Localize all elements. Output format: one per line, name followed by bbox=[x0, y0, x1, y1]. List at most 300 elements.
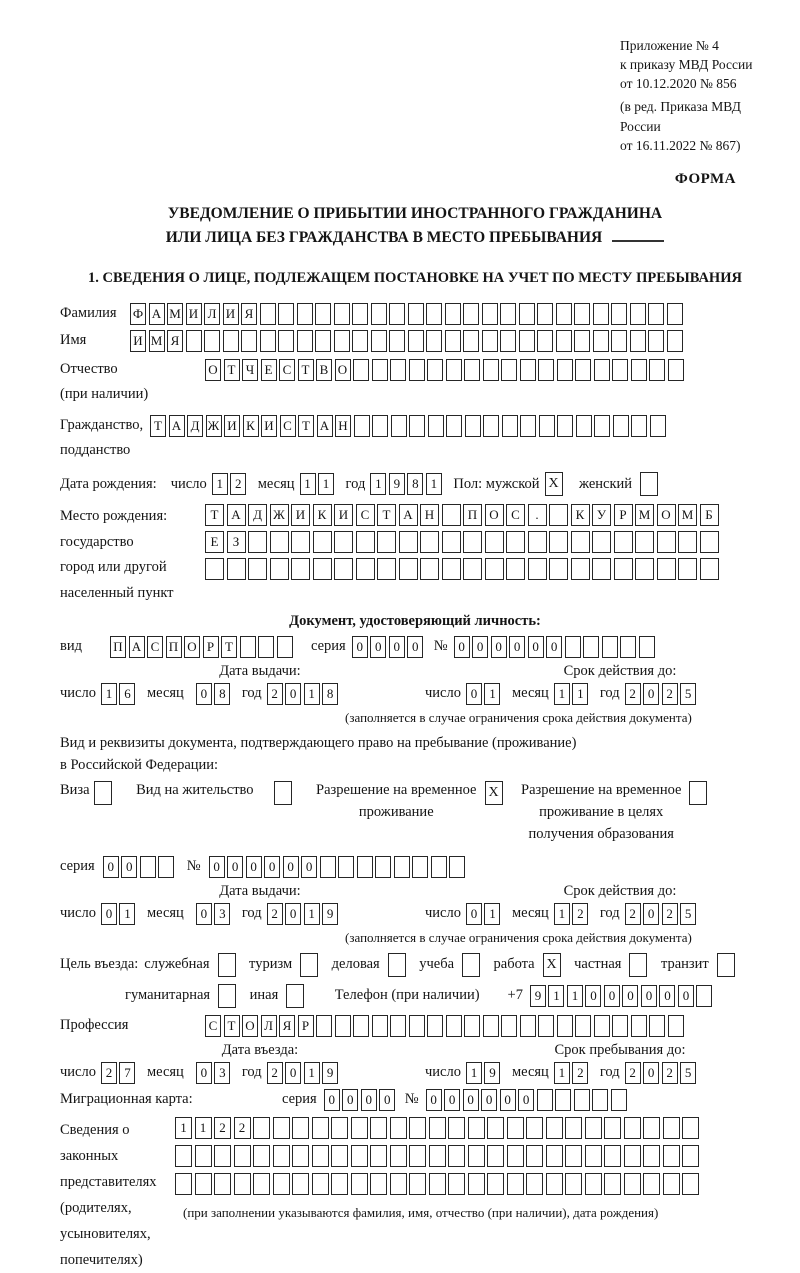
char-cell[interactable] bbox=[370, 1173, 387, 1195]
char-cell[interactable] bbox=[571, 531, 590, 553]
char-cell[interactable] bbox=[260, 303, 276, 325]
char-cell[interactable]: А bbox=[227, 504, 246, 526]
char-cell[interactable] bbox=[390, 359, 406, 381]
char-cell[interactable]: 0 bbox=[622, 985, 638, 1007]
char-cell[interactable]: 1 bbox=[101, 683, 117, 705]
char-cell[interactable] bbox=[312, 1145, 329, 1167]
char-cell[interactable] bbox=[667, 330, 683, 352]
char-cell[interactable]: 0 bbox=[301, 856, 317, 878]
char-cell[interactable]: 0 bbox=[444, 1089, 460, 1111]
char-cell[interactable] bbox=[571, 558, 590, 580]
char-cell[interactable] bbox=[643, 1145, 660, 1167]
char-cell[interactable] bbox=[519, 330, 535, 352]
char-cell[interactable]: 1 bbox=[304, 683, 320, 705]
char-cell[interactable]: Д bbox=[248, 504, 267, 526]
char-cell[interactable] bbox=[537, 1089, 553, 1111]
char-cell[interactable] bbox=[409, 1117, 426, 1139]
char-cell[interactable]: 2 bbox=[267, 1062, 283, 1084]
char-cell[interactable]: 1 bbox=[304, 903, 320, 925]
char-cell[interactable] bbox=[335, 1015, 351, 1037]
char-cell[interactable] bbox=[556, 330, 572, 352]
char-cell[interactable]: 1 bbox=[554, 903, 570, 925]
char-cell[interactable]: 0 bbox=[227, 856, 243, 878]
char-cell[interactable]: 0 bbox=[361, 1089, 377, 1111]
char-cell[interactable] bbox=[195, 1145, 212, 1167]
char-cell[interactable] bbox=[575, 359, 591, 381]
char-cell[interactable] bbox=[449, 856, 465, 878]
char-cell[interactable] bbox=[331, 1145, 348, 1167]
char-cell[interactable]: 0 bbox=[196, 1062, 212, 1084]
char-cell[interactable] bbox=[442, 558, 461, 580]
char-cell[interactable]: 0 bbox=[121, 856, 137, 878]
char-cell[interactable] bbox=[371, 303, 387, 325]
char-cell[interactable]: 0 bbox=[500, 1089, 516, 1111]
char-cell[interactable]: 0 bbox=[352, 636, 368, 658]
char-cell[interactable] bbox=[241, 330, 257, 352]
char-cell[interactable]: В bbox=[316, 359, 332, 381]
char-cell[interactable]: 0 bbox=[518, 1089, 534, 1111]
char-cell[interactable] bbox=[227, 558, 246, 580]
char-cell[interactable] bbox=[394, 856, 410, 878]
char-cell[interactable]: 0 bbox=[103, 856, 119, 878]
char-cell[interactable] bbox=[371, 330, 387, 352]
char-cell[interactable] bbox=[663, 1173, 680, 1195]
char-cell[interactable] bbox=[592, 558, 611, 580]
char-cell[interactable] bbox=[592, 1089, 608, 1111]
char-cell[interactable] bbox=[409, 359, 425, 381]
char-cell[interactable] bbox=[485, 531, 504, 553]
char-cell[interactable] bbox=[445, 303, 461, 325]
char-cell[interactable]: 2 bbox=[662, 683, 678, 705]
char-cell[interactable]: 9 bbox=[322, 1062, 338, 1084]
char-cell[interactable] bbox=[427, 1015, 443, 1037]
char-cell[interactable] bbox=[635, 531, 654, 553]
char-cell[interactable]: А bbox=[399, 504, 418, 526]
char-cell[interactable] bbox=[391, 415, 407, 437]
char-cell[interactable]: 0 bbox=[466, 683, 482, 705]
char-cell[interactable] bbox=[409, 415, 425, 437]
char-cell[interactable]: Я bbox=[279, 1015, 295, 1037]
char-cell[interactable]: 2 bbox=[101, 1062, 117, 1084]
char-cell[interactable] bbox=[585, 1117, 602, 1139]
char-cell[interactable]: 0 bbox=[472, 636, 488, 658]
char-cell[interactable]: И bbox=[261, 415, 277, 437]
char-cell[interactable]: О bbox=[205, 359, 221, 381]
char-cell[interactable] bbox=[442, 504, 461, 526]
char-cell[interactable]: 0 bbox=[528, 636, 544, 658]
char-cell[interactable] bbox=[331, 1117, 348, 1139]
char-cell[interactable]: 1 bbox=[426, 473, 442, 495]
char-cell[interactable] bbox=[631, 415, 647, 437]
char-cell[interactable]: И bbox=[291, 504, 310, 526]
char-cell[interactable]: П bbox=[463, 504, 482, 526]
char-cell[interactable]: 9 bbox=[389, 473, 405, 495]
char-cell[interactable] bbox=[334, 558, 353, 580]
char-cell[interactable] bbox=[300, 953, 318, 977]
char-cell[interactable] bbox=[539, 415, 555, 437]
char-cell[interactable] bbox=[240, 636, 256, 658]
char-cell[interactable]: Р bbox=[614, 504, 633, 526]
char-cell[interactable]: Т bbox=[224, 1015, 240, 1037]
char-cell[interactable] bbox=[506, 531, 525, 553]
char-cell[interactable] bbox=[643, 1117, 660, 1139]
char-cell[interactable] bbox=[277, 636, 293, 658]
char-cell[interactable] bbox=[557, 359, 573, 381]
char-cell[interactable] bbox=[204, 330, 220, 352]
char-cell[interactable]: 2 bbox=[572, 903, 588, 925]
char-cell[interactable] bbox=[528, 558, 547, 580]
char-cell[interactable]: 0 bbox=[641, 985, 657, 1007]
char-cell[interactable] bbox=[442, 531, 461, 553]
char-cell[interactable]: С bbox=[205, 1015, 221, 1037]
char-cell[interactable] bbox=[604, 1173, 621, 1195]
char-cell[interactable] bbox=[557, 415, 573, 437]
char-cell[interactable]: 0 bbox=[481, 1089, 497, 1111]
char-cell[interactable] bbox=[420, 558, 439, 580]
char-cell[interactable] bbox=[390, 1173, 407, 1195]
char-cell[interactable] bbox=[377, 558, 396, 580]
char-cell[interactable] bbox=[258, 636, 274, 658]
char-cell[interactable] bbox=[604, 1145, 621, 1167]
char-cell[interactable] bbox=[668, 1015, 684, 1037]
char-cell[interactable]: 1 bbox=[567, 985, 583, 1007]
char-cell[interactable] bbox=[448, 1117, 465, 1139]
char-cell[interactable] bbox=[482, 303, 498, 325]
char-cell[interactable] bbox=[643, 1173, 660, 1195]
char-cell[interactable] bbox=[700, 531, 719, 553]
char-cell[interactable] bbox=[389, 330, 405, 352]
char-cell[interactable] bbox=[483, 359, 499, 381]
char-cell[interactable] bbox=[485, 558, 504, 580]
char-cell[interactable] bbox=[549, 504, 568, 526]
char-cell[interactable]: 2 bbox=[230, 473, 246, 495]
char-cell[interactable] bbox=[631, 1015, 647, 1037]
char-cell[interactable] bbox=[409, 1173, 426, 1195]
char-cell[interactable]: 0 bbox=[585, 985, 601, 1007]
char-cell[interactable] bbox=[556, 303, 572, 325]
char-cell[interactable]: Л bbox=[204, 303, 220, 325]
char-cell[interactable] bbox=[629, 953, 647, 977]
char-cell[interactable]: 1 bbox=[466, 1062, 482, 1084]
char-cell[interactable] bbox=[583, 636, 599, 658]
char-cell[interactable] bbox=[483, 1015, 499, 1037]
char-cell[interactable]: 1 bbox=[554, 683, 570, 705]
char-cell[interactable]: Ж bbox=[206, 415, 222, 437]
char-cell[interactable] bbox=[356, 558, 375, 580]
char-cell[interactable] bbox=[352, 303, 368, 325]
char-cell[interactable]: С bbox=[356, 504, 375, 526]
char-cell[interactable]: Р bbox=[203, 636, 219, 658]
char-cell[interactable] bbox=[682, 1145, 699, 1167]
char-cell[interactable] bbox=[270, 531, 289, 553]
char-cell[interactable] bbox=[502, 415, 518, 437]
char-cell[interactable]: 0 bbox=[678, 985, 694, 1007]
char-cell[interactable] bbox=[574, 303, 590, 325]
char-cell[interactable] bbox=[260, 330, 276, 352]
char-cell[interactable] bbox=[248, 558, 267, 580]
char-cell[interactable] bbox=[526, 1173, 543, 1195]
char-cell[interactable] bbox=[354, 415, 370, 437]
char-cell[interactable]: 0 bbox=[463, 1089, 479, 1111]
char-cell[interactable] bbox=[519, 303, 535, 325]
char-cell[interactable] bbox=[463, 531, 482, 553]
char-cell[interactable] bbox=[399, 558, 418, 580]
char-cell[interactable]: 0 bbox=[285, 683, 301, 705]
char-cell[interactable] bbox=[428, 415, 444, 437]
char-cell[interactable] bbox=[388, 953, 406, 977]
char-cell[interactable]: 1 bbox=[195, 1117, 212, 1139]
char-cell[interactable]: И bbox=[334, 504, 353, 526]
char-cell[interactable] bbox=[140, 856, 156, 878]
char-cell[interactable] bbox=[657, 531, 676, 553]
char-cell[interactable] bbox=[640, 472, 658, 496]
char-cell[interactable]: 0 bbox=[324, 1089, 340, 1111]
char-cell[interactable]: 0 bbox=[196, 903, 212, 925]
char-cell[interactable]: 0 bbox=[454, 636, 470, 658]
char-cell[interactable]: Т bbox=[221, 636, 237, 658]
char-cell[interactable]: 0 bbox=[604, 985, 620, 1007]
char-cell[interactable]: 9 bbox=[322, 903, 338, 925]
char-cell[interactable]: З bbox=[227, 531, 246, 553]
char-cell[interactable] bbox=[270, 558, 289, 580]
char-cell[interactable] bbox=[657, 558, 676, 580]
char-cell[interactable] bbox=[565, 1145, 582, 1167]
char-cell[interactable] bbox=[292, 1117, 309, 1139]
char-cell[interactable] bbox=[648, 303, 664, 325]
char-cell[interactable]: Д bbox=[187, 415, 203, 437]
char-cell[interactable]: 9 bbox=[484, 1062, 500, 1084]
char-cell[interactable] bbox=[649, 1015, 665, 1037]
char-cell[interactable]: М bbox=[149, 330, 165, 352]
char-cell[interactable] bbox=[273, 1173, 290, 1195]
char-cell[interactable]: Т bbox=[205, 504, 224, 526]
char-cell[interactable]: 0 bbox=[101, 903, 117, 925]
char-cell[interactable] bbox=[648, 330, 664, 352]
char-cell[interactable] bbox=[195, 1173, 212, 1195]
char-cell[interactable] bbox=[611, 1089, 627, 1111]
char-cell[interactable] bbox=[351, 1117, 368, 1139]
char-cell[interactable]: Н bbox=[420, 504, 439, 526]
char-cell[interactable] bbox=[500, 303, 516, 325]
char-cell[interactable]: 1 bbox=[300, 473, 316, 495]
char-cell[interactable] bbox=[338, 856, 354, 878]
char-cell[interactable] bbox=[487, 1173, 504, 1195]
char-cell[interactable] bbox=[483, 415, 499, 437]
char-cell[interactable]: X bbox=[543, 953, 561, 977]
char-cell[interactable] bbox=[370, 1117, 387, 1139]
char-cell[interactable] bbox=[575, 1015, 591, 1037]
char-cell[interactable] bbox=[557, 1015, 573, 1037]
char-cell[interactable] bbox=[313, 558, 332, 580]
char-cell[interactable]: 0 bbox=[264, 856, 280, 878]
char-cell[interactable] bbox=[649, 359, 665, 381]
char-cell[interactable]: А bbox=[169, 415, 185, 437]
char-cell[interactable] bbox=[576, 415, 592, 437]
char-cell[interactable]: Т bbox=[298, 415, 314, 437]
char-cell[interactable] bbox=[526, 1117, 543, 1139]
char-cell[interactable] bbox=[546, 1173, 563, 1195]
char-cell[interactable] bbox=[331, 1173, 348, 1195]
char-cell[interactable] bbox=[431, 856, 447, 878]
char-cell[interactable] bbox=[668, 359, 684, 381]
char-cell[interactable]: С bbox=[506, 504, 525, 526]
char-cell[interactable] bbox=[446, 359, 462, 381]
char-cell[interactable] bbox=[614, 531, 633, 553]
char-cell[interactable]: 1 bbox=[119, 903, 135, 925]
char-cell[interactable] bbox=[448, 1145, 465, 1167]
char-cell[interactable]: Л bbox=[261, 1015, 277, 1037]
char-cell[interactable]: 2 bbox=[625, 683, 641, 705]
char-cell[interactable] bbox=[445, 330, 461, 352]
char-cell[interactable] bbox=[678, 558, 697, 580]
char-cell[interactable]: Р bbox=[298, 1015, 314, 1037]
char-cell[interactable] bbox=[377, 531, 396, 553]
char-cell[interactable] bbox=[353, 1015, 369, 1037]
char-cell[interactable]: С bbox=[279, 359, 295, 381]
char-cell[interactable] bbox=[696, 985, 712, 1007]
char-cell[interactable] bbox=[538, 1015, 554, 1037]
char-cell[interactable]: 0 bbox=[246, 856, 262, 878]
char-cell[interactable]: 2 bbox=[572, 1062, 588, 1084]
char-cell[interactable]: 1 bbox=[484, 683, 500, 705]
char-cell[interactable]: 0 bbox=[466, 903, 482, 925]
char-cell[interactable] bbox=[218, 984, 236, 1008]
char-cell[interactable]: Ж bbox=[270, 504, 289, 526]
char-cell[interactable] bbox=[463, 330, 479, 352]
char-cell[interactable] bbox=[316, 1015, 332, 1037]
char-cell[interactable] bbox=[315, 330, 331, 352]
char-cell[interactable]: X bbox=[545, 472, 563, 496]
char-cell[interactable]: И bbox=[223, 303, 239, 325]
char-cell[interactable] bbox=[537, 330, 553, 352]
char-cell[interactable]: 1 bbox=[175, 1117, 192, 1139]
char-cell[interactable] bbox=[334, 330, 350, 352]
char-cell[interactable] bbox=[538, 359, 554, 381]
char-cell[interactable] bbox=[614, 558, 633, 580]
char-cell[interactable]: 3 bbox=[214, 903, 230, 925]
char-cell[interactable] bbox=[223, 330, 239, 352]
char-cell[interactable]: О bbox=[335, 359, 351, 381]
char-cell[interactable]: 5 bbox=[680, 683, 696, 705]
char-cell[interactable] bbox=[717, 953, 735, 977]
char-cell[interactable] bbox=[408, 303, 424, 325]
char-cell[interactable] bbox=[351, 1173, 368, 1195]
char-cell[interactable] bbox=[312, 1117, 329, 1139]
char-cell[interactable]: 0 bbox=[283, 856, 299, 878]
char-cell[interactable] bbox=[291, 558, 310, 580]
char-cell[interactable]: 2 bbox=[625, 903, 641, 925]
char-cell[interactable]: 8 bbox=[214, 683, 230, 705]
char-cell[interactable] bbox=[334, 531, 353, 553]
char-cell[interactable] bbox=[546, 1145, 563, 1167]
char-cell[interactable]: 0 bbox=[379, 1089, 395, 1111]
char-cell[interactable] bbox=[574, 1089, 590, 1111]
char-cell[interactable]: 7 bbox=[119, 1062, 135, 1084]
char-cell[interactable]: М bbox=[635, 504, 654, 526]
char-cell[interactable] bbox=[602, 636, 618, 658]
char-cell[interactable]: П bbox=[166, 636, 182, 658]
char-cell[interactable] bbox=[357, 856, 373, 878]
char-cell[interactable] bbox=[520, 415, 536, 437]
char-cell[interactable] bbox=[234, 1173, 251, 1195]
char-cell[interactable] bbox=[593, 303, 609, 325]
char-cell[interactable]: К bbox=[571, 504, 590, 526]
char-cell[interactable] bbox=[506, 558, 525, 580]
char-cell[interactable] bbox=[218, 953, 236, 977]
char-cell[interactable] bbox=[253, 1145, 270, 1167]
char-cell[interactable] bbox=[624, 1173, 641, 1195]
char-cell[interactable] bbox=[372, 1015, 388, 1037]
char-cell[interactable]: С bbox=[280, 415, 296, 437]
char-cell[interactable] bbox=[315, 303, 331, 325]
char-cell[interactable] bbox=[370, 1145, 387, 1167]
char-cell[interactable] bbox=[253, 1173, 270, 1195]
char-cell[interactable] bbox=[468, 1117, 485, 1139]
char-cell[interactable] bbox=[352, 330, 368, 352]
char-cell[interactable]: А bbox=[129, 636, 145, 658]
char-cell[interactable]: 0 bbox=[370, 636, 386, 658]
char-cell[interactable] bbox=[594, 1015, 610, 1037]
char-cell[interactable] bbox=[214, 1145, 231, 1167]
char-cell[interactable] bbox=[468, 1145, 485, 1167]
char-cell[interactable]: 1 bbox=[370, 473, 386, 495]
char-cell[interactable] bbox=[482, 330, 498, 352]
char-cell[interactable] bbox=[689, 781, 707, 805]
char-cell[interactable] bbox=[549, 531, 568, 553]
char-cell[interactable]: 5 bbox=[680, 1062, 696, 1084]
char-cell[interactable] bbox=[612, 1015, 628, 1037]
char-cell[interactable] bbox=[253, 1117, 270, 1139]
char-cell[interactable] bbox=[292, 1173, 309, 1195]
char-cell[interactable] bbox=[464, 1015, 480, 1037]
char-cell[interactable] bbox=[278, 303, 294, 325]
char-cell[interactable] bbox=[507, 1145, 524, 1167]
char-cell[interactable]: П bbox=[110, 636, 126, 658]
char-cell[interactable] bbox=[313, 531, 332, 553]
char-cell[interactable] bbox=[409, 1015, 425, 1037]
char-cell[interactable] bbox=[234, 1145, 251, 1167]
char-cell[interactable] bbox=[463, 303, 479, 325]
char-cell[interactable] bbox=[663, 1117, 680, 1139]
char-cell[interactable] bbox=[526, 1145, 543, 1167]
char-cell[interactable] bbox=[390, 1015, 406, 1037]
char-cell[interactable] bbox=[291, 531, 310, 553]
char-cell[interactable] bbox=[446, 1015, 462, 1037]
char-cell[interactable] bbox=[390, 1145, 407, 1167]
char-cell[interactable] bbox=[273, 1117, 290, 1139]
char-cell[interactable]: 8 bbox=[322, 683, 338, 705]
char-cell[interactable] bbox=[278, 330, 294, 352]
char-cell[interactable] bbox=[186, 330, 202, 352]
char-cell[interactable]: 5 bbox=[680, 903, 696, 925]
char-cell[interactable] bbox=[574, 330, 590, 352]
char-cell[interactable] bbox=[487, 1117, 504, 1139]
char-cell[interactable] bbox=[372, 359, 388, 381]
char-cell[interactable]: 9 bbox=[530, 985, 546, 1007]
char-cell[interactable] bbox=[487, 1145, 504, 1167]
char-cell[interactable]: Б bbox=[700, 504, 719, 526]
char-cell[interactable] bbox=[468, 1173, 485, 1195]
char-cell[interactable] bbox=[205, 558, 224, 580]
char-cell[interactable]: . bbox=[528, 504, 547, 526]
char-cell[interactable]: 1 bbox=[304, 1062, 320, 1084]
char-cell[interactable]: 1 bbox=[548, 985, 564, 1007]
char-cell[interactable]: 2 bbox=[234, 1117, 251, 1139]
char-cell[interactable]: О bbox=[184, 636, 200, 658]
char-cell[interactable]: 1 bbox=[484, 903, 500, 925]
char-cell[interactable] bbox=[546, 1117, 563, 1139]
char-cell[interactable]: 1 bbox=[212, 473, 228, 495]
